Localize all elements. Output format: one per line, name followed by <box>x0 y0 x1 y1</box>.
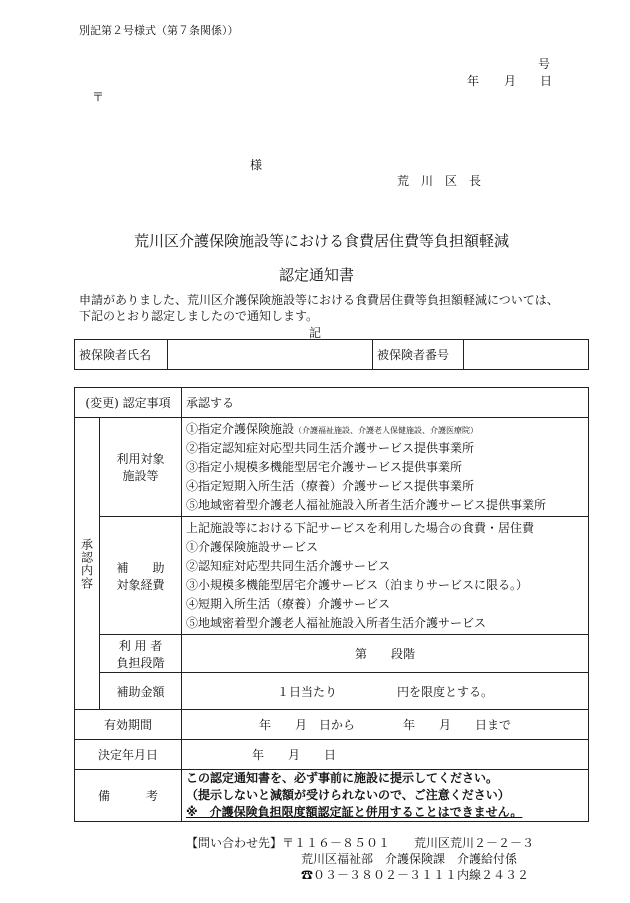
document-title: 荒川区介護保険施設等における食費居住費等負担額軽減 <box>134 232 510 250</box>
list-item: ③指定小規模多機能型居宅介護サービス提供事業所 <box>186 459 463 474</box>
list-item: ⑤地域密着型介護老人福祉施設入所者生活介護サービス提供事業所 <box>186 497 547 512</box>
approval-group-label: 承認内容 <box>79 537 94 590</box>
contact-phone: ☎０３－３８０２－３１１１内線２４３２ <box>301 868 530 882</box>
date-year-label: 年 <box>467 74 480 88</box>
approval-group-cell <box>75 418 100 710</box>
expense-label: 補 助 対象経費 <box>100 517 182 635</box>
insured-name-field <box>168 340 373 370</box>
stage-value: 第 段階 <box>182 635 589 673</box>
amount-label: 補助金額 <box>100 673 182 710</box>
matter-value: 承認する <box>182 388 589 418</box>
list-item: ②認知症対応型共同生活介護サービス <box>186 558 391 573</box>
contact-line-1: 【問い合わせ先】〒１１６－８５０１ 荒川区荒川２－２－３ <box>186 836 535 850</box>
list-item: ①介護保険施設サービス <box>186 539 319 554</box>
remarks-label: 備 考 <box>75 770 182 822</box>
insured-table <box>74 339 589 370</box>
honorific: 様 <box>250 158 263 172</box>
amount-value: １日当たり 円を限度とする。 <box>182 673 589 710</box>
sender: 荒 川 区 長 <box>397 174 482 188</box>
expense-list <box>182 517 589 635</box>
list-item: ④短期入所生活（療養）介護サービス <box>186 596 391 611</box>
remarks <box>182 770 589 822</box>
decision-value: 年 月 日 <box>182 740 589 770</box>
form-label: 別記第２号様式（第７条関係）） <box>79 24 239 37</box>
number-label: 号 <box>538 57 551 71</box>
facility-label: 利用対象 施設等 <box>100 418 182 517</box>
contact-line-2: 荒川区福祉部 介護保険課 介護給付係 <box>301 852 518 866</box>
decision-label: 決定年月日 <box>75 740 182 770</box>
list-item: 上記施設等における下記サービスを利用した場合の食費・居住費 <box>186 520 535 535</box>
period-label: 有効期間 <box>75 710 182 740</box>
remarks-line: この認定通知書を、必ず事前に施設に提示してください。 <box>186 771 499 785</box>
postal-mark: 〒 <box>92 90 105 104</box>
list-item: ①指定介護保険施設（介護福祉施設、介護老人保健施設、介護医療院） <box>186 421 479 436</box>
list-item: ③小規模多機能型居宅介護サービス（泊まりサービスに限る。） <box>186 577 529 592</box>
intro-line-1: 申請がありました、荒川区介護保険施設等における食費居住費等負担額軽減については、 <box>79 293 559 307</box>
date-day-label: 日 <box>540 74 553 88</box>
insured-number-field <box>464 340 589 370</box>
intro-line-2: 下記のとおり認定しましたので通知します。 <box>79 309 319 323</box>
date-month-label: 月 <box>504 74 517 88</box>
stage-label: 利 用 者 負担段階 <box>100 635 182 673</box>
ki-label: 記 <box>309 326 322 340</box>
period-value: 年 月 日から 年 月 日まで <box>182 710 589 740</box>
approval-table <box>74 387 589 822</box>
facility-list <box>182 418 589 517</box>
list-item: ④指定短期入所生活（療養）介護サービス提供事業所 <box>186 478 475 493</box>
facility-note: （介護福祉施設、介護老人保健施設、介護医療院） <box>294 425 479 435</box>
list-item: ②指定認知症対応型共同生活介護サービス提供事業所 <box>186 440 475 455</box>
insured-name-label: 被保険者氏名 <box>75 340 168 370</box>
list-item: ⑤地域密着型介護老人福祉施設入所者生活介護サービス <box>186 615 487 630</box>
document-subtitle: 認定通知書 <box>279 266 355 284</box>
remarks-line: （提示しないと減額が受けられないので、ご注意ください） <box>186 788 510 802</box>
insured-number-label: 被保険者番号 <box>373 340 464 370</box>
matter-label: (変更) 認定事項 <box>75 388 182 418</box>
remarks-line: ※ 介護保険負担限度額認定証と併用することはできません。 <box>186 805 523 819</box>
